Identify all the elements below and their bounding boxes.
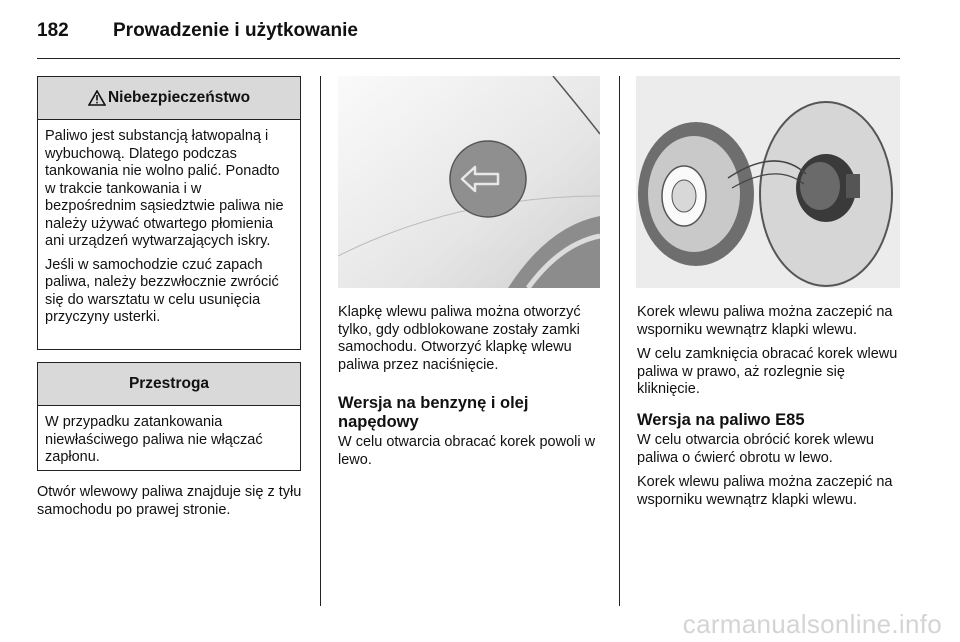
- caution-paragraph: W przypadku zatankowania niewłaściwego paliwa nie włączać zapłonu.: [45, 414, 263, 465]
- page-title: Prowadzenie i użytkowanie: [113, 20, 358, 41]
- column-divider: [320, 76, 321, 606]
- danger-box-header: [38, 77, 300, 120]
- body-text: W celu zamknięcia obracać korek wlewu paliwa w prawo, aż rozlegnie się kliknięcie.: [637, 346, 898, 397]
- section-heading: Wersja na benzynę i olej napędowy: [338, 394, 529, 431]
- danger-paragraph: Jeśli w samochodzie czuć zapach paliwa, należy bezzwłocznie zwrócić się do warsztatu w celu usunięcia przyczyny usterki.: [45, 256, 279, 325]
- warning-triangle-icon: [88, 90, 106, 106]
- caution-box-header: [38, 363, 300, 406]
- page-header: [37, 18, 900, 59]
- danger-box-title: Niebezpieczeństwo: [107, 89, 251, 106]
- body-text: W celu otwarcia obracać korek powoli w lewo.: [338, 434, 596, 468]
- fuel-cap-open-image: [636, 76, 900, 288]
- watermark: carmanualsonline.info: [682, 609, 942, 639]
- danger-box-body: [38, 120, 300, 335]
- section-heading: Wersja na paliwo E85: [637, 411, 805, 429]
- caution-box-body: [38, 406, 300, 475]
- body-text: W celu otwarcia obrócić korek wlewu paliwa o ćwierć obrotu w lewo.: [637, 432, 874, 466]
- column-divider: [619, 76, 620, 606]
- body-text: Korek wlewu paliwa można zaczepić na wsporniku wewnątrz klapki wlewu.: [637, 474, 893, 508]
- caution-box: [37, 362, 301, 471]
- body-text: Klapkę wlewu paliwa można otworzyć tylko, gdy odblokowane zostały zamki samochodu. Otworzyć klapkę wlewu paliwa przez naciśnięcie.: [338, 304, 581, 373]
- danger-box: [37, 76, 301, 350]
- page-number: 182: [37, 20, 69, 41]
- body-text: Otwór wlewowy paliwa znajduje się z tyłu samochodu po prawej stronie.: [37, 484, 302, 518]
- danger-paragraph: Paliwo jest substancją łatwopalną i wybuchową. Dlatego podczas tankowania nie wolno palić. Ponadto w trakcie tankowania i w bezpośrednim sąsiedztwie paliwa nie należy używać otwartego płomienia ani urządzeń wytwarzających iskry.: [45, 128, 284, 249]
- body-text: Korek wlewu paliwa można zaczepić na wsporniku wewnątrz klapki wlewu.: [637, 304, 893, 338]
- fuel-flap-closed-image: [338, 76, 600, 288]
- caution-box-title: Przestroga: [128, 375, 210, 392]
